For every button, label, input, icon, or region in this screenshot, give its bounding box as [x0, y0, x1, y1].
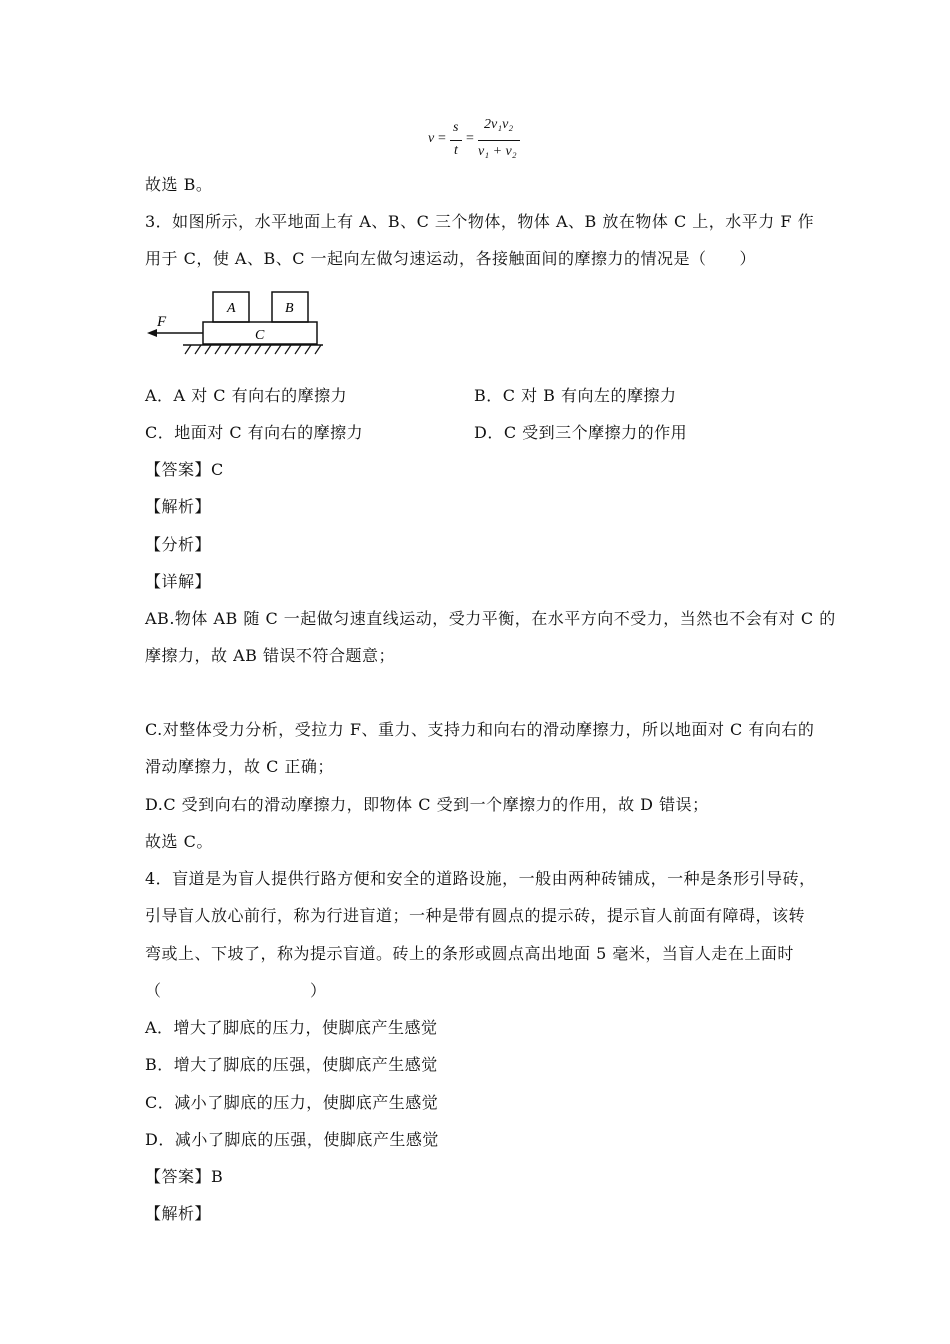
question-4-stem: 引导盲人放心前行，称为行进盲道；一种是带有圆点的提示砖，提示盲人前面有障碍，该转: [145, 906, 806, 925]
text-line: 故选 B。: [145, 175, 213, 194]
formula-t: t: [454, 143, 458, 158]
explanation-line: 滑动摩擦力，故 C 正确；: [145, 757, 334, 776]
analysis-label: 【解析】: [145, 1204, 212, 1223]
option-b: B．C 对 B 有向左的摩擦力: [474, 386, 677, 405]
explanation-line: D.C 受到向右的滑动摩擦力，即物体 C 受到一个摩擦力的作用，故 D 错误；: [145, 795, 709, 814]
question-3-stem: 3．如图所示，水平地面上有 A、B、C 三个物体，物体 A、B 放在物体 C 上，水平力 F 作: [145, 212, 815, 231]
question-4-blank: （ ）: [145, 981, 327, 1000]
label-c: C: [255, 328, 265, 343]
answer-label: 【答案】B: [145, 1167, 224, 1186]
fraction-bar-1: [450, 140, 462, 141]
formula-v: v: [428, 131, 435, 146]
analysis-label: 【解析】: [145, 497, 212, 516]
explanation-line: C.对整体受力分析，受拉力 F、重力、支持力和向右的滑动摩擦力，所以地面对 C 有向右的: [145, 720, 815, 739]
question-4-stem: 4．盲道是为盲人提供行路方便和安全的道路设施，一般由两种砖铺成，一种是条形引导砖，: [145, 869, 816, 888]
conclusion-line: 故选 C。: [145, 832, 213, 851]
label-f: F: [157, 314, 167, 330]
option-a: A．A 对 C 有向右的摩擦力: [145, 386, 348, 405]
velocity-formula: [428, 115, 538, 165]
formula-numerator: 2v₁v₂: [484, 117, 514, 132]
fraction-bar-2: [478, 140, 520, 141]
option-b: B．增大了脚底的压强，使脚底产生感觉: [145, 1055, 438, 1074]
formula-s: s: [453, 120, 459, 135]
option-c: C．地面对 C 有向右的摩擦力: [145, 423, 364, 442]
arrowhead: [147, 329, 157, 337]
formula-eq1: =: [438, 131, 446, 146]
ground-hatching: [185, 345, 321, 354]
detail-label: 【详解】: [145, 572, 212, 591]
option-c: C．减小了脚底的压力，使脚底产生感觉: [145, 1093, 439, 1112]
option-d: D．减小了脚底的压强，使脚底产生感觉: [145, 1130, 439, 1149]
option-d: D．C 受到三个摩擦力的作用: [474, 423, 688, 442]
formula-eq2: =: [466, 131, 474, 146]
explanation-line: AB.物体 AB 随 C 一起做匀速直线运动，受力平衡，在水平方向不受力，当然也不会有对 C 的: [145, 609, 836, 628]
label-a: A: [227, 301, 236, 316]
explanation-line: 摩擦力，故 AB 错误不符合题意；: [145, 646, 395, 665]
analysis-sub-label: 【分析】: [145, 535, 212, 554]
blocks-figure: [145, 288, 330, 358]
label-b: B: [285, 301, 294, 316]
formula-denominator: v₁ + v₂: [478, 144, 517, 159]
question-4-stem: 弯或上、下坡了，称为提示盲道。砖上的条形或圆点高出地面 5 毫米，当盲人走在上面时: [145, 944, 794, 963]
question-3-stem: 用于 C，使 A、B、C 一起向左做匀速运动，各接触面间的摩擦力的情况是（ ）: [145, 249, 757, 268]
answer-label: 【答案】C: [145, 460, 224, 479]
option-a: A．增大了脚底的压力，使脚底产生感觉: [145, 1018, 438, 1037]
